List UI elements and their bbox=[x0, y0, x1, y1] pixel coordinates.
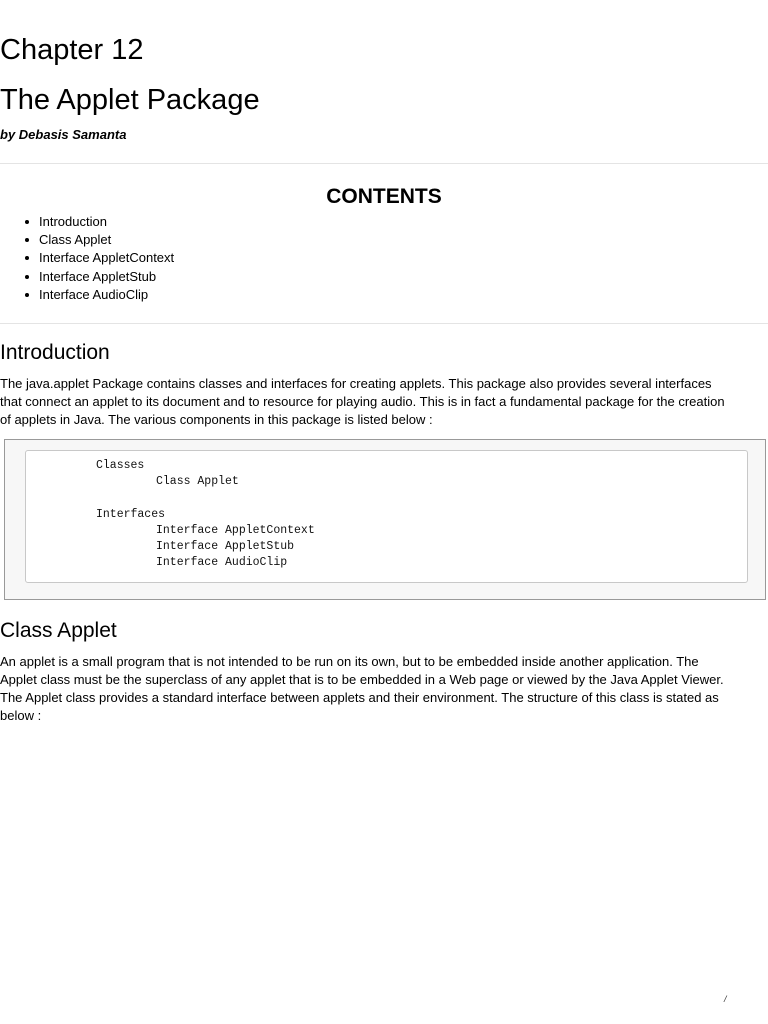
contents-item-class-applet bbox=[0, 231, 174, 249]
paragraph-line: that connect an applet to its document and to resource for playing audio. This is in fact a fundamental package for the creation bbox=[0, 394, 725, 409]
page-number: / bbox=[724, 994, 727, 1004]
contents-list bbox=[0, 213, 174, 304]
bullet-icon bbox=[25, 220, 29, 224]
code-interface-item: Interface AudioClip bbox=[156, 556, 288, 569]
paragraph-line: An applet is a small program that is not intended to be run on its own, but to be embedded inside another application. The bbox=[0, 654, 699, 669]
divider-contents bbox=[0, 323, 768, 324]
contents-link-class-applet[interactable]: Class Applet bbox=[39, 232, 112, 248]
bullet-icon bbox=[25, 238, 29, 242]
introduction-paragraph bbox=[0, 375, 768, 429]
bullet-icon bbox=[25, 275, 29, 279]
code-interfaces-label: Interfaces bbox=[96, 508, 166, 521]
chapter-number: Chapter 12 bbox=[0, 34, 144, 66]
chapter-title: The Applet Package bbox=[0, 84, 260, 116]
class-applet-heading: Class Applet bbox=[0, 619, 117, 642]
contents-item-audio-clip bbox=[0, 286, 174, 304]
class-applet-paragraph bbox=[0, 653, 768, 725]
divider-top bbox=[0, 163, 768, 164]
code-block bbox=[4, 439, 766, 600]
contents-item-applet-context bbox=[0, 249, 174, 267]
bullet-icon bbox=[25, 293, 29, 297]
contents-link-introduction[interactable]: Introduction bbox=[39, 214, 107, 229]
code-interface-item: Interface AppletStub bbox=[156, 540, 295, 553]
contents-title: CONTENTS bbox=[326, 185, 442, 208]
author-byline: by Debasis Samanta bbox=[0, 127, 127, 142]
code-listing bbox=[25, 450, 748, 583]
introduction-heading: Introduction bbox=[0, 341, 110, 364]
contents-item-introduction bbox=[0, 213, 174, 231]
contents-link-applet-context[interactable]: Interface AppletContext bbox=[39, 250, 175, 266]
code-classes-label: Classes bbox=[96, 459, 145, 472]
paragraph-line: The java.applet Package contains classes and interfaces for creating applets. This package also provides several interfaces bbox=[0, 376, 712, 391]
contents-link-audio-clip[interactable]: Interface AudioClip bbox=[39, 286, 149, 302]
paragraph-line: The Applet class provides a standard interface between applets and their environment. The structure of this class is stated as bbox=[0, 690, 719, 705]
bullet-icon bbox=[25, 256, 29, 260]
contents-link-applet-stub[interactable]: Interface AppletStub bbox=[39, 268, 157, 284]
paragraph-line: of applets in Java. The various components in this package is listed below : bbox=[0, 412, 433, 427]
paragraph-line: Applet class must be the superclass of any applet that is to be embedded in a Web page or viewed by the Java Applet Viewer. bbox=[0, 672, 724, 687]
code-class-item: Class Applet bbox=[156, 475, 239, 488]
contents-item-applet-stub bbox=[0, 268, 174, 286]
code-interface-item: Interface AppletContext bbox=[156, 524, 315, 537]
paragraph-line: below : bbox=[0, 708, 42, 723]
